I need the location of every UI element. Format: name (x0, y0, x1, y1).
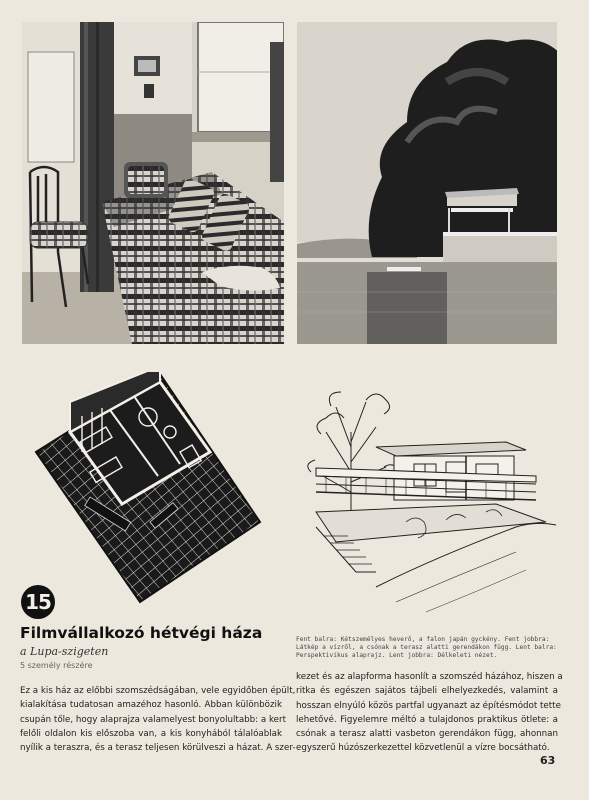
body-line: ritka és egészen sajátos tájbeli elhelyezkedés, valamint a (296, 686, 558, 697)
lake-view-photo (297, 22, 557, 344)
body-line: hosszan elnyúló közös partfal ugyanazt az építésmódot tette (296, 700, 561, 711)
article-subtitle: a Lupa-szigeten (20, 645, 109, 658)
page-number: 63 (540, 754, 556, 767)
body-text-left-column (20, 684, 296, 755)
body-line: lehetővé. Figyelemre méltó a tulajdonos praktikus ötlete: a (296, 714, 558, 725)
body-line: kezet és az alapforma hasonlít a szomszéd házához, hiszen a (296, 672, 563, 682)
article-number-badge: 15 (21, 585, 55, 619)
perspective-floor-plan (30, 372, 262, 604)
body-line: csónak a terasz alatti vasbeton gerendákon függ, ahonnan (296, 729, 558, 740)
body-line: egyszerű húzószerkezettel közvetlenül a vízre bocsátható. (296, 743, 550, 754)
interior-photo (22, 22, 284, 344)
article-title: Filmvállalkozó hétvégi háza (20, 624, 263, 642)
capacity-note: 5 személy részére (20, 661, 93, 670)
body-line: csupán tőle, hogy alaprajza valamelyest bonyolultabb: a kert (20, 714, 286, 725)
figure-caption: Fent balra: Kétszemélyes heverő, a falon japán gyckény. Fent jobbra: Látkép a vízről, a csónak a terasz alatti gerendákon függ. Lent balra: Perspektivikus alaprajz. Lent jobbra: Délkeleti nézet. (296, 636, 557, 660)
body-line: Ez a kis ház az előbbi szomszédságában, vele egyidőben épült, (20, 686, 296, 696)
body-line: nyílik a teraszra, és a terasz teljesen körülveszi a házat. A szer- (20, 743, 296, 754)
body-line: felőli oldalon kis előszoba van, a kis konyhából tálalóablak (20, 728, 282, 739)
body-line: kialakítása tudatosan amazéhoz hasonló. Abban különbözik (20, 700, 282, 711)
south-east-view-drawing (296, 372, 558, 632)
body-text-right-column (296, 670, 563, 756)
